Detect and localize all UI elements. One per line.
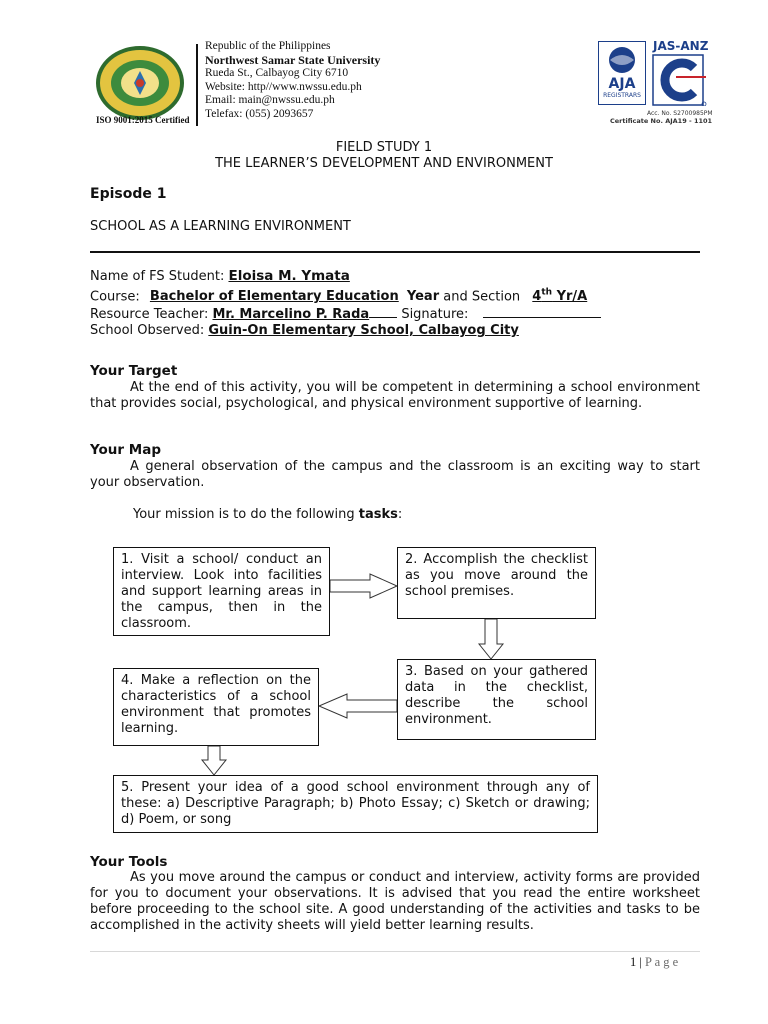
aja-logo <box>598 41 646 105</box>
year-label: Year <box>406 289 440 305</box>
page-footer <box>630 955 678 970</box>
iso-label: ISO 9001:2015 Certified <box>96 115 190 125</box>
topic-title: SCHOOL AS A LEARNING ENVIRONMENT <box>90 219 351 234</box>
arrow-1-to-2 <box>330 574 397 598</box>
mission-line <box>133 507 402 523</box>
mission-suffix: : <box>397 507 403 522</box>
address-line-5: Email: main@nwssu.edu.ph <box>205 94 335 106</box>
arrow-2-to-3 <box>479 619 503 659</box>
signature-blank <box>483 305 601 318</box>
certificate-number: Certificate No. AJA19 - 1101 <box>610 117 713 125</box>
page-number: 1 <box>630 955 637 969</box>
address-line-1: Republic of the Philippines <box>205 40 331 52</box>
student-name-label: Name of FS Student: <box>90 269 225 284</box>
header-divider <box>196 44 198 126</box>
teacher-blank <box>369 305 397 318</box>
teacher-label: Resource Teacher: <box>90 307 209 323</box>
school-label: School Observed: <box>90 323 205 339</box>
episode-label: Episode 1 <box>90 186 167 202</box>
course-label: Course: <box>90 289 140 305</box>
task-box-3: 3. Based on your gathered data in the checklist, describe the school environment. <box>397 659 596 740</box>
task-box-4: 4. Make a reflection on the characteristics of a school environment that promotes learning. <box>113 668 319 746</box>
teacher-value: Mr. Marcelino P. Rada <box>212 307 370 323</box>
title-rule <box>90 251 700 253</box>
course-row <box>90 285 710 305</box>
jas-anz-label: JAS-ANZ <box>653 39 709 53</box>
aja-sub-label: REGISTRARS <box>603 92 641 99</box>
arrow-4-to-5 <box>202 746 226 775</box>
student-info <box>90 268 710 339</box>
target-text: At the end of this activity, you will be competent in determining a school environment that provides social, psychological, and physical environment supportive of learning. <box>90 380 700 411</box>
footer-rule <box>90 951 700 952</box>
address-line-4: Website: http//www.nwssu.edu.ph <box>205 80 362 93</box>
task-box-1: 1. Visit a school/ conduct an interview. Look into facilities and support learning areas in the campus, then in the classroom. <box>113 547 330 636</box>
address-line-6: Telefax: (055) 2093657 <box>205 107 314 120</box>
title-line-2: THE LEARNER’S DEVELOPMENT AND ENVIRONMENT <box>215 156 553 171</box>
teacher-row <box>90 305 710 323</box>
school-value: Guin-On Elementary School, Calbayog City <box>208 323 519 339</box>
map-heading: Your Map <box>90 442 161 458</box>
footer-separator: | <box>639 955 642 969</box>
student-name-value: Eloisa M. Ymata <box>228 268 350 284</box>
student-name-row <box>90 268 710 285</box>
university-seal <box>94 44 186 122</box>
signature-label: Signature: <box>401 307 469 323</box>
tools-text: As you move around the campus or conduct and interview, activity forms are provided for you to document your observations. It is advised that you read the entire worksheet before proceeding to the school site. A good understanding of the activities and tasks to be accomplished in the activity sheets will yield better learning results. <box>90 870 700 933</box>
aja-label: AJA <box>608 76 636 92</box>
mission-prefix: Your mission is to do the following <box>133 507 355 522</box>
title-line-1: FIELD STUDY 1 <box>335 140 433 155</box>
jas-anz-logo <box>652 54 708 106</box>
map-text: A general observation of the campus and the classroom is an exciting way to start your observation. <box>90 459 700 490</box>
course-value: Bachelor of Elementary Education <box>149 289 399 305</box>
school-row <box>90 323 710 339</box>
tools-heading: Your Tools <box>90 854 168 870</box>
page-label: P a g e <box>645 955 679 969</box>
mission-tasks: tasks <box>358 507 398 522</box>
arrow-3-to-4 <box>319 694 397 718</box>
address-block <box>205 40 380 121</box>
year-section-value: 4th Yr/A <box>532 288 588 305</box>
address-line-2: Northwest Samar State University <box>205 52 381 67</box>
task-box-2: 2. Accomplish the checklist as you move around the school premises. <box>397 547 596 619</box>
page-title <box>0 140 768 172</box>
accreditation-number: Acc. No. S2700985PM <box>647 110 713 117</box>
section-label: and Section <box>443 289 521 305</box>
address-line-3: Rueda St., Calbayog City 6710 <box>205 67 349 79</box>
task-box-5: 5. Present your idea of a good school environment through any of these: a) Descriptive Paragraph; b) Photo Essay; c) Sketch or drawing; d) Poem, or song <box>113 775 598 833</box>
target-heading: Your Target <box>90 363 178 379</box>
